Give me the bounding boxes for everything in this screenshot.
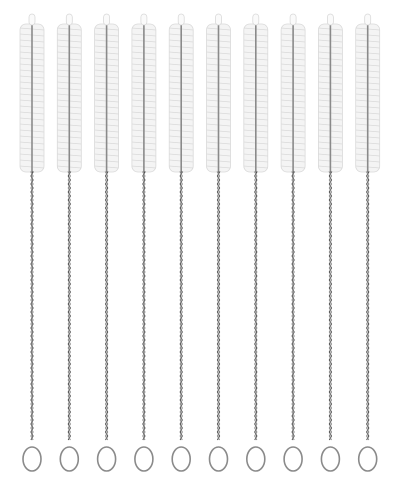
twisted-wire-handle: [329, 172, 331, 440]
wire-loop: [247, 447, 265, 471]
bristle-head: [95, 24, 119, 172]
tip-cap: [66, 14, 72, 25]
twisted-wire-handle: [143, 172, 145, 440]
straw-brush: [244, 14, 268, 471]
straw-brush: [57, 14, 81, 471]
wire-loop: [98, 447, 116, 471]
wire-loop: [359, 447, 377, 471]
wire-loop: [172, 447, 190, 471]
tip-cap: [253, 14, 259, 25]
tip-cap: [29, 14, 35, 25]
tip-cap: [216, 14, 222, 25]
tip-cap: [104, 14, 110, 25]
bristle-head: [20, 24, 44, 172]
twisted-wire-handle: [292, 172, 294, 440]
straw-brush: [132, 14, 156, 471]
tip-cap: [178, 14, 184, 25]
bristle-head: [57, 24, 81, 172]
tip-cap: [290, 14, 296, 25]
wire-loop: [135, 447, 153, 471]
twisted-wire-handle: [255, 172, 257, 440]
bristle-head: [318, 24, 342, 172]
twisted-wire-handle: [367, 172, 369, 440]
tip-cap: [141, 14, 147, 25]
straw-brush: [356, 14, 380, 471]
bristle-head: [281, 24, 305, 172]
tip-cap: [365, 14, 371, 25]
wire-loop: [321, 447, 339, 471]
wire-loop: [60, 447, 78, 471]
bristle-head: [169, 24, 193, 172]
straw-brush: [95, 14, 119, 471]
wire-loop: [284, 447, 302, 471]
straw-brush: [20, 14, 44, 471]
bristle-head: [244, 24, 268, 172]
bristle-head: [207, 24, 231, 172]
wire-loop: [210, 447, 228, 471]
straw-brush: [318, 14, 342, 471]
straw-brush: [281, 14, 305, 471]
twisted-wire-handle: [180, 172, 182, 440]
straw-brush: [169, 14, 193, 471]
wire-loop: [23, 447, 41, 471]
bristle-head: [356, 24, 380, 172]
twisted-wire-handle: [68, 172, 70, 440]
twisted-wire-handle: [217, 172, 219, 440]
bristle-head: [132, 24, 156, 172]
twisted-wire-handle: [106, 172, 108, 440]
twisted-wire-handle: [31, 172, 33, 440]
straw-brush: [207, 14, 231, 471]
tip-cap: [327, 14, 333, 25]
